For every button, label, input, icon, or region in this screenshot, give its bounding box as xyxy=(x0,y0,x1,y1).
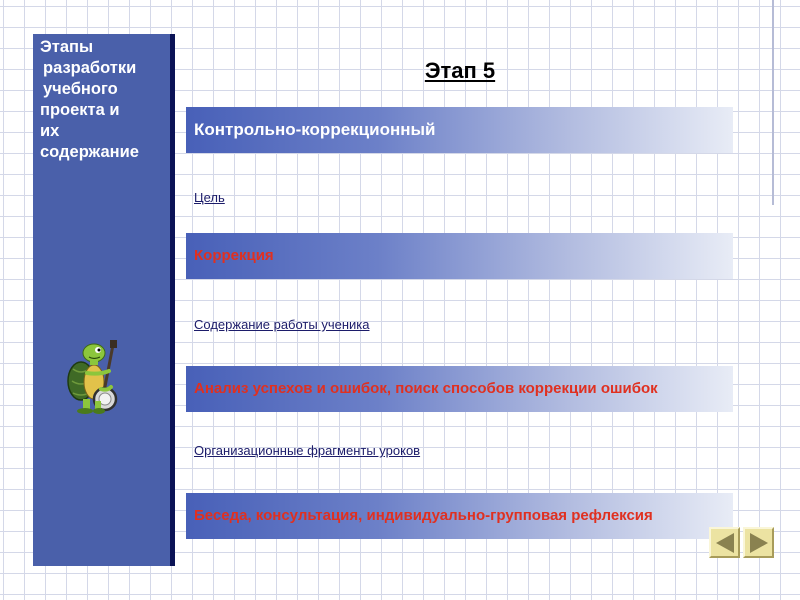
sidebar-title-line: Этапы xyxy=(40,38,94,56)
goal-link[interactable]: Цель xyxy=(194,190,225,205)
stage-name-banner: Контрольно-коррекционный xyxy=(186,107,733,153)
arrow-right-icon xyxy=(750,533,768,553)
arrow-left-icon xyxy=(716,533,734,553)
lesson-fragments-content: Беседа, консультация, индивидуально-групповая рефлексия xyxy=(186,493,733,539)
sidebar-title-line: их xyxy=(40,122,60,140)
student-work-link[interactable]: Содержание работы ученика xyxy=(194,317,370,332)
page-divider-line xyxy=(772,0,774,205)
turtle-banjo-icon xyxy=(61,339,127,415)
sidebar-title-line: разработки xyxy=(43,59,137,77)
sidebar xyxy=(33,34,175,566)
student-work-content: Анализ успехов и ошибок, поиск способов коррекции ошибок xyxy=(186,366,733,412)
lesson-fragments-link[interactable]: Организационные фрагменты уроков xyxy=(194,443,421,458)
next-slide-button[interactable] xyxy=(743,527,774,558)
sidebar-title-line: проекта и xyxy=(40,101,120,119)
sidebar-title-line: учебного xyxy=(43,80,118,98)
page-title: Этап 5 xyxy=(424,58,496,83)
goal-content: Коррекция xyxy=(186,233,733,279)
previous-slide-button[interactable] xyxy=(709,527,740,558)
sidebar-title-line: содержание xyxy=(40,143,139,161)
sidebar-title xyxy=(40,37,170,163)
